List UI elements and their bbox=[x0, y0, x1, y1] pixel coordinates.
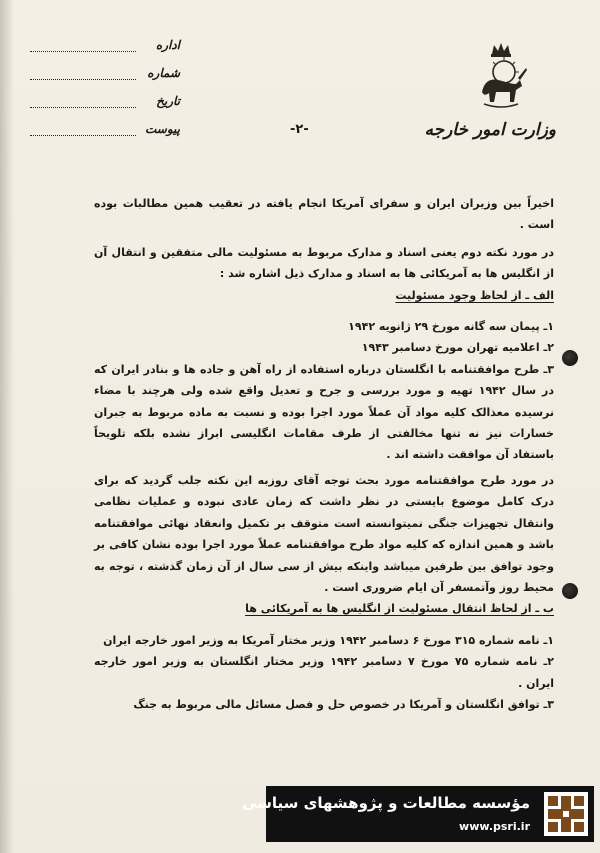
body-paragraph: در مورد نکته دوم یعنی اسناد و مدارک مربوط به مسئولیت مالی متفقین و انتقال آن از انگلیس ها به آمریکائی ها به اسناد و مدارک ذیل اشاره شد : bbox=[94, 245, 554, 281]
header-field-dots bbox=[30, 107, 136, 108]
lion-and-sun-emblem-icon bbox=[474, 40, 528, 112]
institute-name: مؤسسه مطالعات و پژوهشهای سیاسی bbox=[241, 794, 530, 812]
header-field-dots bbox=[30, 51, 136, 52]
header-field-label: اداره bbox=[155, 38, 180, 52]
punch-hole bbox=[562, 350, 578, 366]
page-number: -۲- bbox=[290, 122, 309, 137]
list-item: ۳ـ طرح موافقتنامه با انگلستان درباره استفاده از راه آهن و جاده ها و بنادر ایران که در سال ۱۹۴۲ تهیه و مورد بررسی و جرح و تعدیل واقع شده ولی هرچند با مضاء نرسیده معذالک کلیه مواد آن عملاً مورد اجرا بوده و نسبت به ماده مربوط به جبران خسارات نیز نه تنها مخالفتی از طرف مقامات انگلیسی ابراز نشده بلکه تلویحاً باستفاد آن موافقت داشته اند . bbox=[94, 362, 554, 462]
list-item: ۱ـ نامه شماره ۳۱۵ مورخ ۶ دسامبر ۱۹۴۲ وزیر مختار آمریکا به وزیر امور خارجه ایران bbox=[103, 633, 554, 647]
section-heading: ب ـ از لحاظ انتقال مسئولیت از انگلیس ها به آمریکائی ها bbox=[245, 602, 554, 616]
body-paragraph: اخیراً بین وزیران ایران و سفرای آمریکا انجام یافته در تعقیب همین مطالبات بوده است . bbox=[94, 197, 554, 232]
ministry-title: وزارت امور خارجه bbox=[424, 120, 556, 140]
body-paragraph: در مورد طرح موافقتنامه مورد بحث توجه آقای روزبه این نکته جلب گردید که برای درک کامل موضوع بایستی در نظر داشت که زمان عادی نبوده و عملیات نظامی وانتقال تجهیزات جنگی نمیتوانسته است متوقف بر تکمیل وانعقاد نهائی موافقتنامه باشد و همین اندازه که کلیه مواد طرح موافقتنامه عملاً مورد اجرا بوده نشان کافی بر وجود توافق بین طرفین میباشد واینکه بیش از سی سال از آن زمان گذشته ، توجه به محیط روز وآتمسفر آن ایام ضروری است . bbox=[94, 473, 554, 594]
list-item: ۲ـ اعلامیه تهران مورخ دسامبر ۱۹۴۳ bbox=[361, 341, 554, 355]
punch-hole bbox=[562, 583, 578, 599]
archive-watermark-banner bbox=[241, 786, 594, 842]
header-field-number bbox=[30, 66, 180, 84]
header-field-date bbox=[30, 94, 180, 112]
list-item: ۲ـ نامه شماره ۷۵ مورخ ۷ دسامبر ۱۹۴۲ وزیر مختار انگلستان به وزیر امور خارجه ایران . bbox=[94, 655, 554, 690]
header-field-department bbox=[30, 38, 180, 56]
letter-body bbox=[94, 193, 554, 715]
header-field-dots bbox=[30, 135, 136, 136]
header-field-dots bbox=[30, 79, 136, 80]
institute-logo-icon bbox=[544, 792, 588, 836]
header-field-label: پیوست bbox=[145, 122, 180, 136]
header-field-attachment bbox=[30, 122, 180, 140]
list-item: ۱ـ پیمان سه گانه مورخ ۲۹ ژانویه ۱۹۴۲ bbox=[348, 320, 554, 334]
institute-url: www.psri.ir bbox=[459, 820, 530, 833]
header-field-label: تاریخ bbox=[156, 94, 180, 108]
header-field-label: شماره bbox=[147, 66, 180, 80]
section-heading: الف ـ از لحاظ وجود مسئولیت bbox=[395, 288, 554, 302]
list-item: ۳ـ توافق انگلستان و آمریکا در خصوص حل و فصل مسائل مالی مربوط به جنگ bbox=[133, 697, 554, 711]
page-edge-shadow bbox=[0, 0, 14, 853]
